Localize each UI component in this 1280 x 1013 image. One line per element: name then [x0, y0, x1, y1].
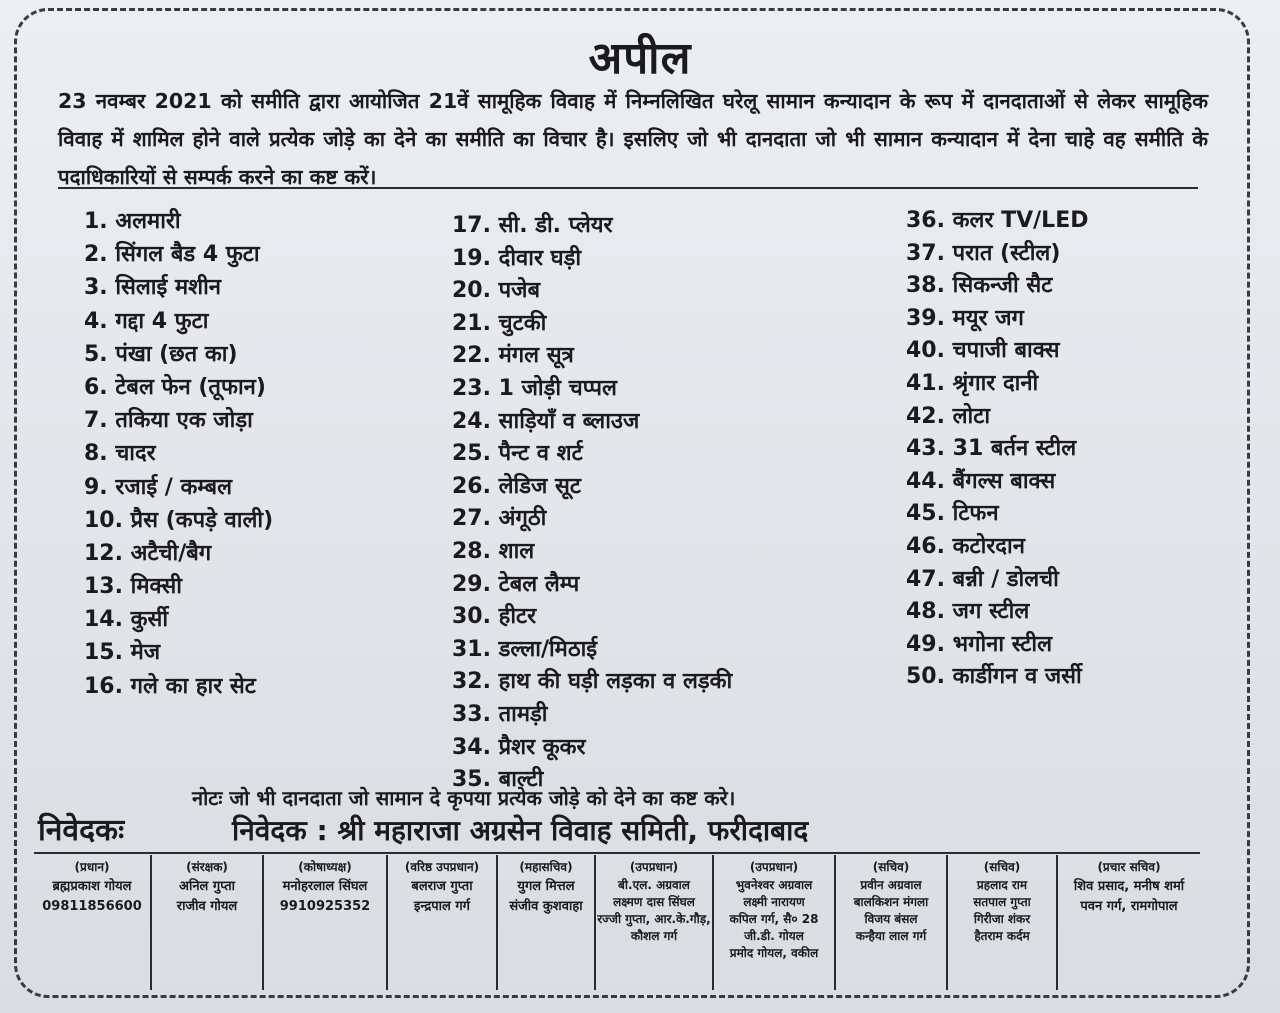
- office-bearer-cell: [150, 855, 262, 990]
- list-item: 31. डल्ला/मिठाई: [452, 636, 598, 662]
- office-bearer-cell: [34, 855, 150, 990]
- items-column-3: [906, 205, 1088, 694]
- office-bearer-name: बलराज गुप्ता: [411, 879, 473, 894]
- list-item: 15. मेज: [84, 640, 161, 666]
- list-item: 13. मिक्सी: [84, 574, 182, 600]
- office-bearer-cell: [1056, 855, 1200, 990]
- list-item: 29. टेबल लैम्प: [452, 571, 580, 597]
- office-bearer-name: बी.एल. अग्रवाल: [618, 878, 690, 892]
- list-item: 3. सिलाई मशीन: [84, 275, 221, 301]
- list-item: 42. लोटा: [906, 403, 991, 429]
- list-item: 2. सिंगल बैड 4 फुटा: [84, 242, 260, 268]
- office-bearer-name: प्रवीन अग्रवाल: [860, 878, 922, 892]
- list-item: 12. अटैची/बैग: [84, 540, 212, 566]
- signer-label: निवेदकः: [38, 813, 125, 848]
- list-item: 34. प्रैशर कूकर: [452, 734, 586, 760]
- list-item: 19. दीवार घड़ी: [452, 245, 582, 271]
- office-bearer-name: मनोहरलाल सिंघल: [282, 879, 368, 894]
- office-bearer-name: प्रहलाद राम: [976, 878, 1028, 892]
- office-bearer-role: (सचिव): [872, 860, 910, 874]
- officers-top-rule: [34, 852, 1200, 854]
- list-item: 21. चुटकी: [452, 310, 547, 336]
- office-bearer-name: कन्हैया लाल गर्ग: [855, 929, 927, 943]
- list-item: 1. अलमारी: [84, 209, 181, 234]
- list-item: 47. बन्नी / डोलची: [906, 566, 1059, 592]
- list-item: 10. प्रैस (कपड़े वाली): [84, 507, 274, 533]
- list-item: 44. बैंगल्स बाक्स: [906, 468, 1056, 494]
- list-item: 23. 1 जोड़ी चप्पल: [452, 375, 617, 401]
- office-bearer-role: (सचिव): [983, 860, 1021, 874]
- appeal-intro-paragraph: 23 नवम्बर 2021 को समीति द्वारा आयोजित 21वें सामूहिक विवाह में निम्नलिखित घरेलू सामान कन्यादान के रूप में दानदाताओं से लेकर सामूहिक विवाह में शामिल होने वाले प्रत्येक जोड़े का देने का समीति का विचार है। इसलिए जो भी दानदाता जो भी सामान कन्यादान में देना चाहे वह समीति के पदाधिकारियों से सम्पर्क करने का कष्ट करें।: [58, 89, 1208, 189]
- office-bearer-role: (संरक्षक): [186, 860, 228, 874]
- list-item: 24. साड़ियाँ व ब्लाउज: [452, 408, 640, 434]
- office-bearer-name: प्रमोद गोयल, वकील: [729, 946, 819, 960]
- items-column-1: [84, 205, 273, 703]
- office-bearer-name: 9910925352: [279, 899, 371, 914]
- office-bearer-cell: [834, 855, 946, 990]
- office-bearer-role: (उपप्रधान): [749, 860, 799, 874]
- list-item: 43. 31 बर्तन स्टील: [906, 436, 1077, 462]
- list-item: 9. रजाई / कम्बल: [84, 474, 233, 500]
- office-bearer-name: लक्ष्मण दास सिंघल: [613, 895, 695, 909]
- office-bearer-name: गिरीजा शंकर: [973, 912, 1031, 926]
- office-bearer-cell: [946, 855, 1056, 990]
- office-bearer-name: विजय बंसल: [864, 912, 918, 926]
- list-item: 46. कटोरदान: [906, 533, 1025, 559]
- office-bearer-cell: [712, 855, 834, 990]
- items-column-2: [452, 210, 732, 797]
- divider-line: [58, 187, 1198, 189]
- list-item: 49. भगोना स्टील: [906, 631, 1053, 657]
- list-item: 20. पजेब: [452, 278, 541, 304]
- list-item: 26. लेडिज सूट: [452, 473, 581, 499]
- office-bearer-name: पवन गर्ग, रामगोपाल: [1080, 899, 1178, 914]
- list-item: 40. चपाजी बाक्स: [906, 338, 1060, 364]
- office-bearer-cell: [386, 855, 496, 990]
- list-item: 38. सिकन्जी सैट: [906, 273, 1053, 299]
- office-bearer-role: (प्रधान): [74, 860, 110, 874]
- list-item: 50. कार्डीगन व जर्सी: [906, 664, 1082, 690]
- office-bearer-name: जी.डी. गोयल: [744, 929, 804, 943]
- list-item: 37. परात (स्टील): [906, 240, 1061, 266]
- office-bearer-name: अनिल गुप्ता: [179, 879, 235, 894]
- list-item: 7. तकिया एक जोड़ा: [84, 408, 253, 434]
- signer-organization: निवेदक : श्री महाराजा अग्रसेन विवाह समिती, फरीदाबाद: [232, 814, 809, 847]
- office-bearer-cell: [496, 855, 594, 990]
- office-bearers-strip: [34, 855, 1200, 990]
- list-item: 17. सी. डी. प्लेयर: [452, 213, 613, 238]
- office-bearer-cell: [262, 855, 386, 990]
- list-item: 25. पैन्ट व शर्ट: [452, 441, 583, 467]
- list-item: 33. तामड़ी: [452, 701, 548, 727]
- list-item: 14. कुर्सी: [84, 607, 169, 633]
- list-item: 16. गले का हार सेट: [84, 673, 256, 699]
- office-bearer-role: (महासचिव): [519, 860, 573, 874]
- list-item: 28. शाल: [452, 538, 535, 564]
- office-bearer-name: शिव प्रसाद, मनीष शर्मा: [1073, 879, 1185, 894]
- list-item: 22. मंगल सूत्र: [452, 343, 574, 369]
- appeal-title: अपील: [588, 33, 692, 84]
- office-bearer-name: लक्ष्मी नारायण: [743, 895, 805, 909]
- office-bearer-name: संजीव कुशवाहा: [509, 899, 583, 914]
- list-item: 35. बाल्टी: [452, 767, 544, 793]
- list-item: 30. हीटर: [452, 604, 537, 630]
- office-bearer-name: रज्जी गुप्ता, आर.के.गौड़,: [597, 912, 711, 926]
- office-bearer-name: कपिल गर्ग, सै० 28: [729, 912, 819, 926]
- list-item: 8. चादर: [84, 441, 156, 467]
- list-item: 4. गद्दा 4 फुटा: [84, 308, 209, 334]
- office-bearer-role: (उपप्रधान): [629, 860, 679, 874]
- office-bearer-cell: [594, 855, 712, 990]
- office-bearer-name: 09811856600: [42, 899, 142, 914]
- list-item: 45. टिफन: [906, 501, 999, 527]
- office-bearer-name: राजीव गोयल: [176, 899, 238, 914]
- list-item: 27. अंगूठी: [452, 506, 547, 532]
- office-bearer-name: ब्रह्मप्रकाश गोयल: [52, 879, 132, 894]
- office-bearer-role: (कोषाध्यक्ष): [298, 860, 352, 874]
- list-item: 36. कलर TV/LED: [906, 208, 1089, 233]
- office-bearer-name: युगल मित्तल: [517, 879, 575, 894]
- list-item: 6. टेबल फेन (तूफान): [84, 374, 266, 400]
- list-item: 39. मयूर जग: [906, 305, 1024, 331]
- list-item: 48. जग स्टील: [906, 599, 1030, 625]
- office-bearer-name: बालकिशन मंगला: [853, 895, 929, 909]
- office-bearer-name: हैतराम कर्दम: [974, 929, 1030, 943]
- office-bearer-role: (प्रचार सचिव): [1097, 860, 1161, 874]
- list-item: 5. पंखा (छत का): [84, 341, 238, 367]
- list-item: 41. श्रृंगार दानी: [906, 370, 1039, 396]
- office-bearer-name: कौशल गर्ग: [630, 929, 678, 943]
- list-item: 32. हाथ की घड़ी लड़का व लड़की: [452, 669, 733, 695]
- footnote: नोटः जो भी दानदाता जो सामान दे कृपया प्रत्येक जोड़े को देने का कष्ट करे।: [192, 786, 736, 810]
- office-bearer-name: सतपाल गुप्ता: [973, 895, 1031, 909]
- office-bearer-role: (वरिष्ठ उपप्रधान): [404, 860, 480, 874]
- office-bearer-name: इन्द्रपाल गर्ग: [413, 899, 471, 914]
- office-bearer-name: भुवनेश्वर अग्रवाल: [735, 878, 813, 892]
